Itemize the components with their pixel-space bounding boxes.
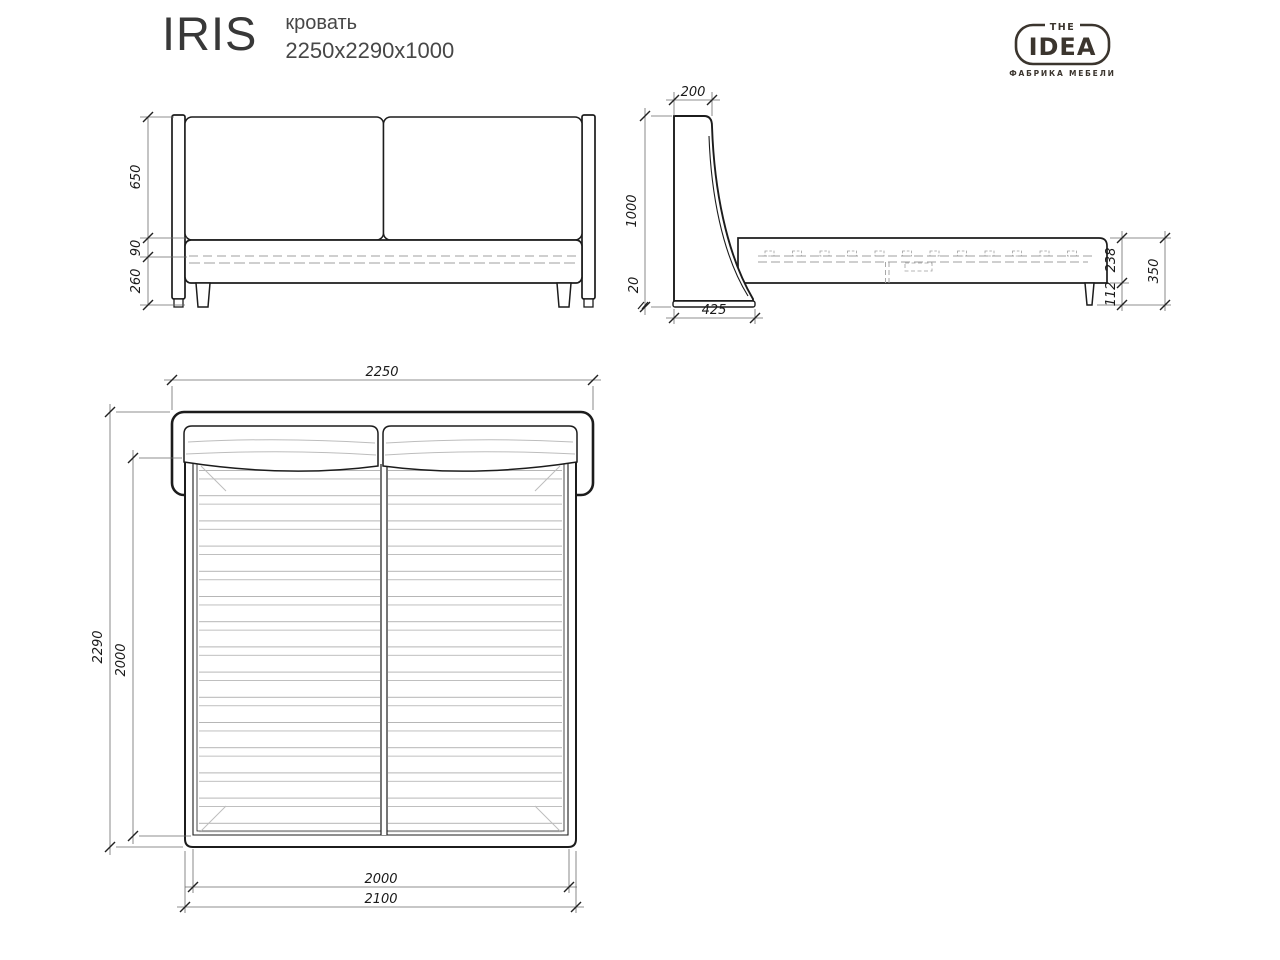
front-left-post-foot [174,299,183,307]
product-size-label: 2250x2290x1000 [285,38,455,63]
product-subtitle [285,12,454,64]
side-leg [1085,283,1094,305]
dim-side-base-depth: 425 [701,303,727,318]
dim-front-clearance-height: 260 [129,268,144,294]
front-right-post [582,115,595,299]
side-bed-frame [738,238,1107,283]
front-left-post [172,115,185,299]
dim-side-frame-height: 238 [1104,247,1119,273]
dim-side-rail-total-height: 350 [1147,258,1162,284]
front-right-leg [557,283,571,307]
top-cushion-left [184,426,378,471]
page-title: IRIS [162,7,258,60]
front-bed-outline [172,115,595,307]
the-idea-logo [1005,12,1120,80]
title-block [162,7,455,64]
front-headboard-panel-right [384,117,583,240]
top-view [88,352,628,922]
top-slats-left [199,464,380,833]
top-cushion-right [383,426,577,471]
the-idea-logo-icon [1005,12,1120,80]
front-right-post-foot [584,299,593,307]
logo-main-text: IDEA [1028,33,1097,61]
side-view [618,78,1188,333]
side-bed-outline [673,116,1107,307]
dim-top-overall-length: 2290 [91,630,106,664]
front-headboard-panel-left [185,117,384,240]
top-slats-right [388,464,562,833]
side-headboard-profile [674,116,753,301]
product-type-label: кровать [285,12,358,34]
top-bed-outline [172,412,593,847]
logo-tagline-text: ФАБРИКА МЕБЕЛИ [1009,69,1116,78]
front-left-leg [196,283,210,307]
front-bed-rail [185,240,582,283]
front-view [90,88,610,318]
dim-top-mattress-length: 2000 [114,643,129,677]
dim-side-base-plate: 20 [627,276,642,294]
dim-top-mattress-width: 2000 [364,872,398,887]
dim-front-rail-height: 90 [129,239,144,257]
logo-top-text: THE [1049,22,1076,33]
dim-top-overall-width: 2250 [365,365,399,380]
dim-side-top-depth: 200 [680,85,706,100]
dim-side-total-height: 1000 [625,194,640,228]
dim-side-leg-height: 112 [1104,281,1119,307]
dim-top-frame-width: 2100 [364,892,398,907]
dim-front-headboard-height: 650 [129,164,144,190]
